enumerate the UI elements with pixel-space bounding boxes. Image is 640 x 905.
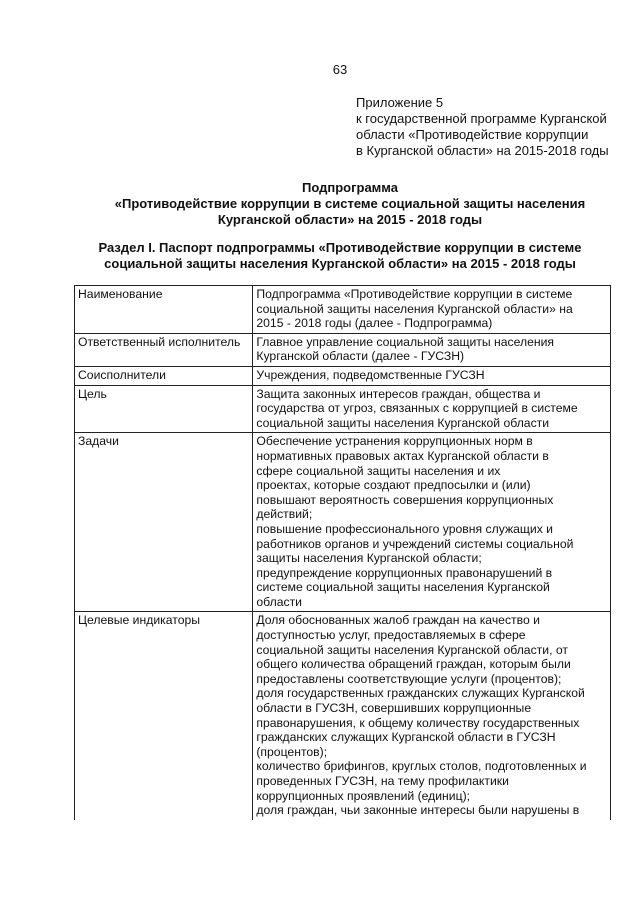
row-value bbox=[253, 286, 611, 334]
row-value-line: социальной защиты населения Курганской области bbox=[256, 415, 550, 430]
row-value-line: 2015 - 2018 годы (далее - Подпрограмма) bbox=[256, 316, 493, 331]
row-value bbox=[253, 612, 611, 820]
subprogram-title-line: «Противодействие коррупции в системе социальной защиты населения bbox=[114, 196, 586, 211]
appendix-line: области «Противодействие коррупции bbox=[356, 127, 589, 142]
row-value-line: государства от угроз, связанных с коррупцией в системе bbox=[256, 401, 578, 416]
row-value-line: работников органов и учреждений системы социальной bbox=[256, 536, 574, 551]
row-value-line: нормативных правовых актах Курганской области в bbox=[256, 448, 549, 463]
row-label: Ответственный исполнитель bbox=[75, 333, 253, 366]
row-value-line: социальной защиты населения Курганской области» на bbox=[256, 301, 573, 316]
row-value-line: Обеспечение устранения коррупционных норм в bbox=[256, 434, 533, 449]
row-value-line: Защита законных интересов граждан, общества и bbox=[256, 386, 541, 401]
row-value-line: общего количества обращений граждан, которым были bbox=[256, 657, 571, 672]
row-value-line: действий; bbox=[256, 507, 313, 522]
row-label: Задачи bbox=[75, 433, 253, 612]
row-value-line: (процентов); bbox=[256, 744, 328, 759]
row-value-line: Главное управление социальной защиты населения bbox=[256, 334, 555, 349]
row-value bbox=[253, 433, 611, 612]
appendix-line: Приложение 5 bbox=[356, 95, 444, 110]
table-row-indicators bbox=[75, 612, 611, 820]
row-value-line: проектах, которые создают предпосылки и (или) bbox=[256, 478, 531, 493]
row-value-line: Курганской области (далее - ГУСЗН) bbox=[256, 349, 465, 364]
row-label: Наименование bbox=[75, 286, 253, 334]
row-value-line: Доля обоснованных жалоб граждан на качество и bbox=[256, 613, 540, 628]
row-value bbox=[253, 333, 611, 366]
row-value bbox=[253, 366, 611, 385]
row-label: Целевые индикаторы bbox=[75, 612, 253, 820]
row-value-line: системе социальной защиты населения Курганской bbox=[256, 580, 550, 595]
page-number: 63 bbox=[332, 62, 348, 77]
subprogram-title-line: Подпрограмма bbox=[302, 180, 398, 195]
appendix-line: к государственной программе Курганской bbox=[356, 111, 607, 126]
row-value-line: доля государственных гражданских служащих Курганской bbox=[256, 686, 585, 701]
row-value-line: Учреждения, подведомственные ГУСЗН bbox=[256, 367, 485, 382]
section-title-line: Раздел I. Паспорт подпрограммы «Противодействие коррупции в системе bbox=[98, 240, 582, 255]
table-row-co-executors bbox=[75, 366, 611, 385]
row-label: Цель bbox=[75, 385, 253, 433]
section-title bbox=[50, 240, 630, 272]
row-value-line: доля граждан, чьи законные интересы были нарушены в bbox=[256, 803, 580, 818]
appendix-note bbox=[356, 95, 626, 159]
row-value-line: Подпрограмма «Противодействие коррупции в системе bbox=[256, 287, 573, 301]
row-value-line: области bbox=[256, 594, 302, 609]
table-row-tasks bbox=[75, 433, 611, 612]
row-value-line: повышение профессионального уровня служащих и bbox=[256, 521, 553, 536]
appendix-line: в Курганской области» на 2015-2018 годы bbox=[356, 143, 609, 158]
row-value-line: гражданских служащих Курганской области в ГУСЗН bbox=[256, 730, 556, 745]
section-title-line: социальной защиты населения Курганской области» на 2015 - 2018 годы bbox=[104, 256, 576, 271]
table-row-goal bbox=[75, 385, 611, 433]
row-value-line: повышают вероятность совершения коррупционных bbox=[256, 492, 554, 507]
row-value-line: предупреждение коррупционных правонарушений в bbox=[256, 565, 553, 580]
subprogram-title bbox=[60, 180, 640, 228]
row-value-line: сфере социальной защиты населения и их bbox=[256, 463, 501, 478]
row-value-line: проведенных ГУСЗН, на тему профилактики bbox=[256, 774, 509, 788]
row-value-line: правонарушения, к общему количеству государственных bbox=[256, 715, 580, 730]
row-value bbox=[253, 385, 611, 433]
row-value-line: доступностью услуг, предоставляемых в сфере bbox=[256, 628, 526, 643]
passport-table bbox=[74, 285, 611, 820]
row-value-line: количество брифингов, круглых столов, подготовленных и bbox=[256, 759, 587, 774]
row-label: Соисполнители bbox=[75, 366, 253, 385]
row-value-line: социальной защиты населения Курганской области, от bbox=[256, 642, 568, 657]
table-row-name bbox=[75, 286, 611, 334]
subprogram-title-line: Курганской области» на 2015 - 2018 годы bbox=[217, 212, 483, 227]
table-row-responsible bbox=[75, 333, 611, 366]
row-value-line: области в ГУСЗН, совершивших коррупционные bbox=[256, 701, 532, 716]
row-value-line: коррупционных проявлений (единиц); bbox=[256, 788, 471, 803]
row-value-line: защиты населения Курганской области; bbox=[256, 551, 482, 566]
row-value-line: предоставлены соответствующие услуги (процентов); bbox=[256, 671, 562, 686]
